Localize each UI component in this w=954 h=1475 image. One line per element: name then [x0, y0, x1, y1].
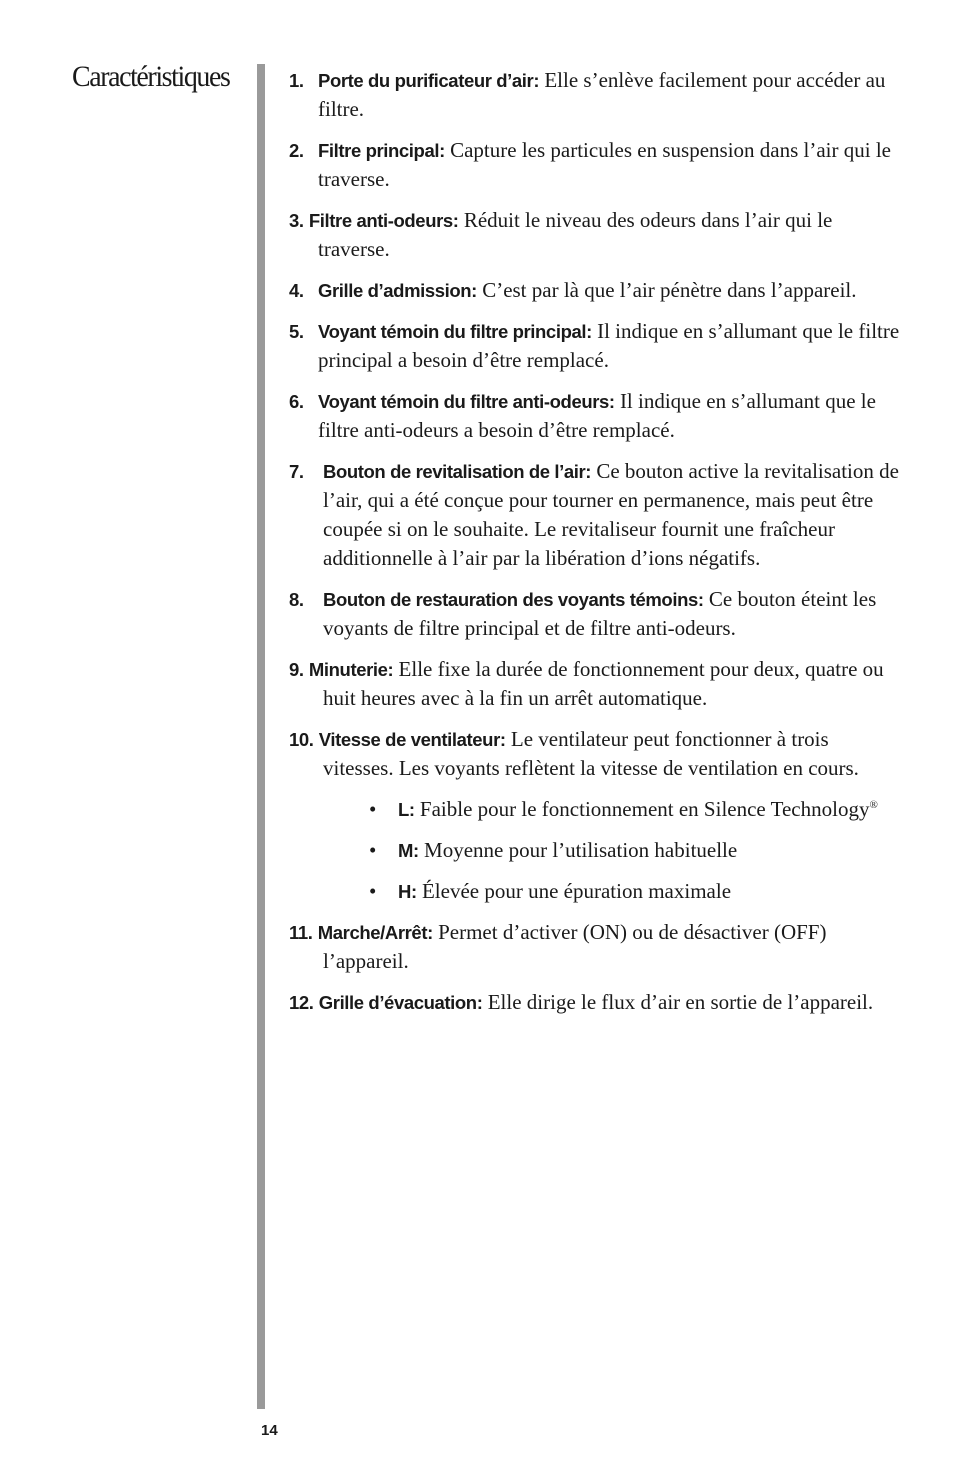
item-number: 8.	[289, 589, 304, 610]
section-title: Caractéristiques	[72, 60, 230, 93]
item-text: Elle s’enlève facilement pour accéder au filtre.	[318, 68, 886, 121]
speed-label: H:	[398, 881, 417, 902]
feature-item-4	[289, 276, 901, 305]
feature-item-2	[289, 136, 901, 194]
item-text: Il indique en s’allumant que le filtre principal a besoin d’être remplacé.	[318, 319, 900, 372]
bullet-icon: •	[369, 797, 377, 821]
item-number: 3.	[289, 210, 304, 231]
item-text: Elle fixe la durée de fonctionnement pour deux, quatre ou huit heures avec à la fin un arrêt automatique.	[323, 657, 884, 710]
feature-item-6	[289, 387, 901, 445]
item-number: 10.	[289, 729, 314, 750]
speed-text: Faible pour le fonctionnement en Silence Technology	[414, 797, 870, 821]
feature-item-7	[289, 457, 901, 573]
item-label: Bouton de restauration des voyants témoins:	[323, 589, 704, 610]
feature-item-12	[289, 988, 901, 1017]
item-text: Permet d’activer (ON) ou de désactiver (OFF) l’appareil.	[323, 920, 827, 973]
feature-item-5	[289, 317, 901, 375]
item-label: Marche/Arrêt:	[317, 922, 433, 943]
fan-speed-high	[369, 877, 901, 906]
item-number: 9.	[289, 659, 304, 680]
item-text: Il indique en s’allumant que le filtre anti-odeurs a besoin d’être remplacé.	[318, 389, 876, 442]
speed-label: M:	[398, 840, 419, 861]
item-number: 11.	[289, 922, 313, 943]
item-text: Ce bouton éteint les voyants de filtre principal et de filtre anti-odeurs.	[323, 587, 877, 640]
item-number: 12.	[289, 992, 314, 1013]
speed-text: Moyenne pour l’utilisation habituelle	[418, 838, 738, 862]
item-number: 6.	[289, 391, 304, 412]
item-number: 7.	[289, 461, 304, 482]
bullet-icon: •	[369, 838, 377, 862]
vertical-rule	[257, 64, 265, 1409]
item-label: Grille d’admission:	[318, 280, 477, 301]
fan-speed-list	[323, 795, 901, 906]
item-label: Vitesse de ventilateur:	[318, 729, 506, 750]
item-number: 1.	[289, 70, 304, 91]
item-number: 5.	[289, 321, 304, 342]
item-label: Minuterie:	[308, 659, 394, 680]
item-label: Voyant témoin du filtre principal:	[318, 321, 592, 342]
fan-speed-medium	[369, 836, 901, 865]
feature-item-9	[289, 655, 901, 713]
feature-item-10	[289, 725, 901, 906]
item-number: 2.	[289, 140, 304, 161]
bullet-icon: •	[369, 879, 377, 903]
item-text: Réduit le niveau des odeurs dans l’air qui le traverse.	[318, 208, 833, 261]
item-label: Voyant témoin du filtre anti-odeurs:	[318, 391, 615, 412]
item-label: Porte du purificateur d’air:	[318, 70, 540, 91]
item-text: Le ventilateur peut fonctionner à trois vitesses. Les voyants reflètent la vitesse de ventilation en cours.	[323, 727, 859, 780]
registered-mark: ®	[869, 799, 878, 811]
item-label: Filtre anti-odeurs:	[308, 210, 459, 231]
speed-text: Élevée pour une épuration maximale	[416, 879, 732, 903]
feature-item-1	[289, 66, 901, 124]
item-label: Grille d’évacuation:	[318, 992, 483, 1013]
item-text: Ce bouton active la revitalisation de l’air, qui a été conçue pour tourner en permanence, mais peut être coupée si on le souhaite. Le revitaliseur fournit une fraîcheur additionnelle à l’air par la libération d’ions négatifs.	[323, 459, 899, 570]
item-number: 4.	[289, 280, 304, 301]
feature-item-3	[289, 206, 901, 264]
feature-list	[289, 66, 901, 1029]
speed-label: L:	[398, 799, 415, 820]
item-text: C’est par là que l’air pénètre dans l’appareil.	[476, 278, 857, 302]
item-text: Capture les particules en suspension dans l’air qui le traverse.	[318, 138, 891, 191]
item-text: Elle dirige le flux d’air en sortie de l’appareil.	[482, 990, 874, 1014]
feature-item-8	[289, 585, 901, 643]
fan-speed-low	[369, 795, 901, 824]
feature-item-11	[289, 918, 901, 976]
page-number: 14	[261, 1422, 278, 1439]
item-label: Filtre principal:	[318, 140, 445, 161]
item-label: Bouton de revitalisation de l’air:	[323, 461, 592, 482]
